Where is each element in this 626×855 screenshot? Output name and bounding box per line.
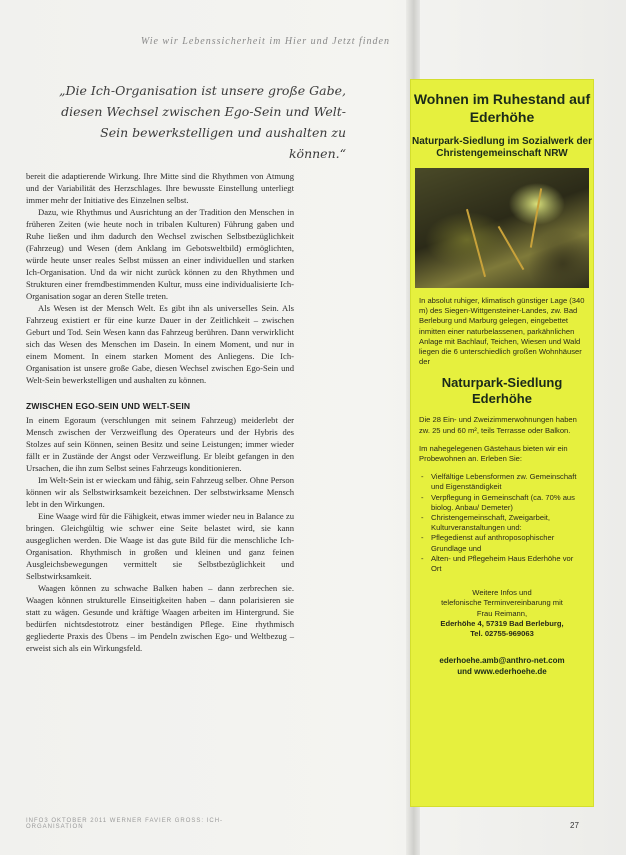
article-paragraph: Als Wesen ist der Mensch Welt. Es gibt ihn als universelles Sein. Als Fahrzeug existiert er für eine kurze Dauer in der Zeitlichkeit – zwischen Geburt und Tod. Sein Wesen kann das Fahrzeug berühren. Dann verwirklicht sich das Wesen des Menschen im Dasein. In einem Moment, und nur in einem Moment. In einem starken Moment des Anliegens. Die Ich-Organisation ist unsere große Gabe, diesen Wechsel zwischen Ego-Sein und Welt-Sein bewerkstelligen und aushalten zu können.: [26, 303, 294, 385]
ad-guesthouse: Im nahegelegenen Gästehaus bieten wir ein Probewohnen an. Erleben Sie:: [419, 443, 568, 464]
advertisement-box: [411, 80, 593, 806]
list-item: - Vielfältige Lebensformen zw. Gemeinschaft und Eigenständigkeit: [419, 472, 585, 492]
ad-feature-list: [419, 472, 585, 574]
article-paragraph: Eine Waage wird für die Fähigkeit, etwas immer wieder neu in Balance zu bringen. Gleichgültig wie schwer eine Seite belastet wird, sie kann ausgeglichen werden. Die Waage ist das gute Bild für die menschliche Ich-Organisation. Rhythmisch in großen und kleinen und ganz feinen Ausgleichsbewegungen vermittelt sie Selbstbezüglichkeit und Selbstwirksamkeit.: [26, 511, 294, 581]
email-link[interactable]: ederhoehe.amb@anthro-net.com: [439, 656, 565, 666]
article-paragraph: In einem Egoraum (verschlungen mit seinem Fahrzeug) meiderlebt der Mensch zwischen der Verzweiflung des Operateurs und der Hybris des Stolzes auf sein Können, seinen Besitz und seine Leistungen; immer wieder fällt er in Zustände der Angst oder Verzweiflung. Er bleibt gefangen in den Ursachen, die ihn zum Selbst seines Fahrzeugs konditionieren.: [26, 415, 294, 473]
ad-title: Wohnen im Ruhestand auf Ederhöhe: [413, 91, 591, 125]
article-paragraph: Waagen können zu schwache Balken haben – dann zerbrechen sie. Waagen können strukturelle Einseitigkeiten haben – dann polarisieren sie statt zu wägen. Gesunde und kräftige Waagen arbeiten im Hintergrund. Sie bedürfen nichtsdestotrotz einer beständigen Pflege. Eine rhythmisch gegliederte Praxis des Übens – im Pendeln zwischen Ego- und Weltbezug – erweist sich als ein Wirkungsfeld.: [26, 583, 294, 653]
article-paragraph: bereit die adaptierende Wirkung. Ihre Mitte sind die Rhythmen von Atmung und der Variabilität des Herzschlages. Ihre bewusste Einstellung unterliegt immer mehr der Initiative des Einzelnen selbst.: [26, 171, 294, 205]
running-head: Wie wir Lebenssicherheit im Hier und Jetzt finden: [140, 36, 390, 47]
website-link[interactable]: und www.ederhoehe.de: [457, 667, 547, 677]
ad-subtitle: Naturpark-Siedlung im Sozialwerk der Christengemeinschaft NRW: [411, 136, 593, 159]
list-item: - Pflegedienst auf anthroposophischer Grundlage und: [419, 533, 585, 553]
list-item: - Alten- und Pflegeheim Haus Ederhöhe vor Ort: [419, 554, 585, 574]
article-paragraph: Im Welt-Sein ist er wieckam und fähig, sein Fahrzeug selber. Ohne Person können wir als Selbstwirksamkeit bezeichnen. Der selbstwirksame Mensch lebt in den Wirkungen.: [26, 475, 294, 509]
contact-address: Ederhöhe 4, 57319 Bad Berleburg,: [440, 618, 564, 628]
pull-quote: „Die Ich-Organisation ist unsere große Gabe, diesen Wechsel zwischen Ego-Sein und Welt-Sein bewerkstelligen und aushalten zu können.“: [59, 83, 346, 161]
list-item: - Verpflegung in Gemeinschaft (ca. 70% aus biolog. Anbau/ Demeter): [419, 493, 585, 513]
page-footer: INFO3 OKTOBER 2011 WERNER FAVIER GROSS: ICH-ORGANISATION: [26, 818, 224, 830]
contact-line: Weitere Infos und: [472, 588, 532, 598]
ad-intro: In absolut ruhiger, klimatisch günstiger Lage (340 m) des Siegen-Wittgensteiner-Landes, zw. Bad Berleburg und Marburg gelegen, eingebettet inmitten einer naturbelassenen, parkähnlichen Anlage mit Bachlauf, Teichen, Wiesen und Wald liegen die 6 unterschiedlich großen Wohnhäuser der: [419, 296, 585, 367]
article-column: [26, 170, 294, 654]
article-paragraph: Dazu, wie Rhythmus und Ausrichtung an der Tradition den Menschen in früheren Zeiten (wie heute noch in tribalen Kulturen) Führung gaben und Ruhe ließen und ihm dadurch den Wechsel zwischen Selbstbezüglichkeit (Fahrzeug) und Wesen (dem Anklang im Gebotsweltbild) ermöglichten, würde heute unser reales Selbst müssen an einer individuellen und starken Ich-Organisation. Und da wir nicht zurück können zu den Rhythmen und Strukturen einer fremdbestimmenden Kultur, muss eine individualisierte Ich-Organisation sogar an deren Stelle treten.: [26, 207, 294, 301]
list-item: - Christengemeinschaft, Zweigarbeit, Kulturveranstaltungen und:: [419, 513, 585, 533]
ad-contact: [411, 588, 593, 639]
contact-phone: Tel. 02755-969063: [470, 629, 534, 639]
page-number: 27: [570, 821, 579, 830]
contact-name: Frau Reimann,: [476, 608, 528, 618]
ad-web: [411, 655, 593, 677]
ad-heading: Naturpark-Siedlung Ederhöhe: [441, 375, 563, 407]
ad-apartments: Die 28 Ein- und Zweizimmerwohnungen haben zw. 25 und 60 m², teils Terrasse oder Balkon.: [419, 415, 577, 435]
ad-photo: [415, 168, 589, 288]
contact-line: telefonische Terminvereinbarung mit: [441, 598, 563, 608]
section-heading: ZWISCHEN EGO-SEIN UND WELT-SEIN: [26, 401, 191, 411]
